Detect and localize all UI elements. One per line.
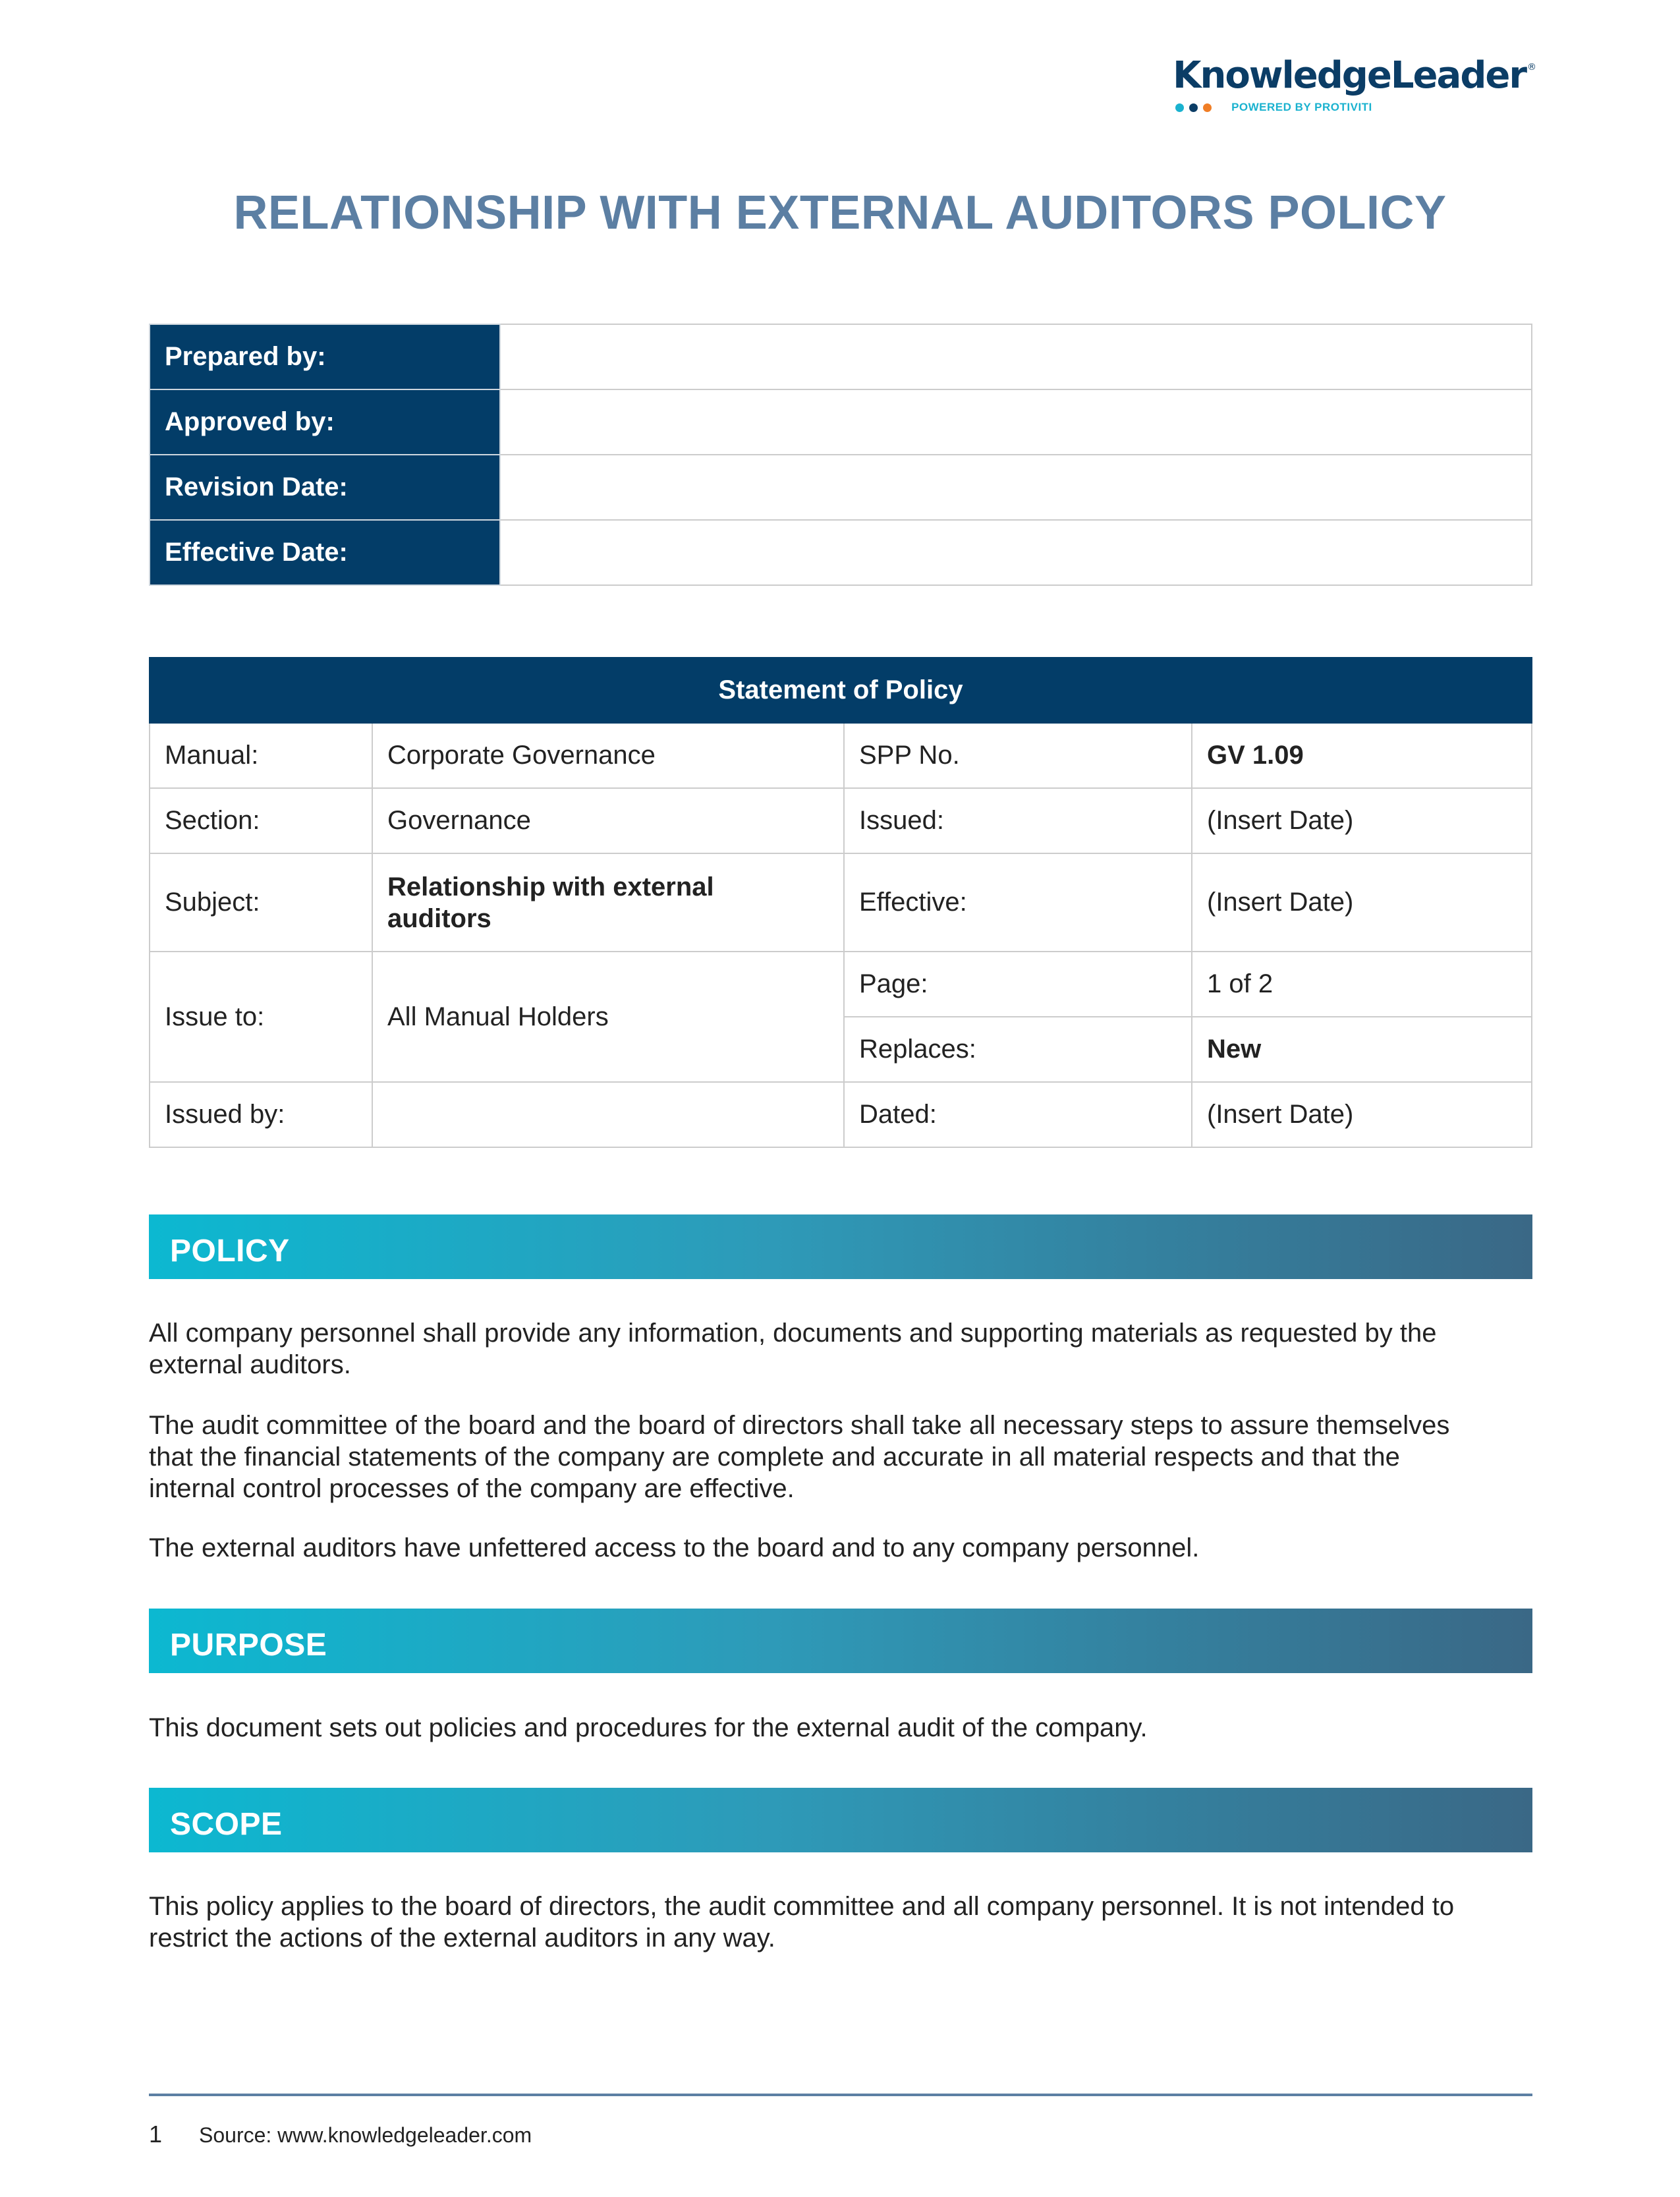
text-line: This document sets out policies and procedures for the external audit of the company. bbox=[149, 1713, 1148, 1742]
spp-label: SPP No. bbox=[844, 723, 1192, 788]
table-row bbox=[150, 389, 1532, 455]
prepared-by-value bbox=[500, 324, 1532, 389]
issue-to-label: Issue to: bbox=[150, 952, 372, 1082]
registered-mark: ® bbox=[1527, 62, 1535, 72]
section-heading: PURPOSE bbox=[170, 1628, 327, 1663]
text-line: This policy applies to the board of directors, the audit committee and all company personnel. It is not intended to bbox=[149, 1892, 1455, 1921]
issued-value: (Insert Date) bbox=[1192, 788, 1532, 853]
subject-label: Subject: bbox=[150, 853, 372, 952]
table-row bbox=[150, 952, 1532, 1017]
brand-name: KnowledgeLeader bbox=[1173, 54, 1526, 97]
footer-divider bbox=[149, 2094, 1532, 2096]
section-heading: POLICY bbox=[170, 1234, 290, 1269]
text-line: that the financial statements of the company are complete and accurate in all material respects and that the bbox=[149, 1442, 1400, 1471]
issued-by-label: Issued by: bbox=[150, 1082, 372, 1147]
revision-date-value bbox=[500, 455, 1532, 520]
text-line: external auditors. bbox=[149, 1350, 351, 1379]
effective-value: (Insert Date) bbox=[1192, 853, 1532, 952]
statement-heading: Statement of Policy bbox=[150, 658, 1532, 723]
effective-label: Effective: bbox=[844, 853, 1192, 952]
replaces-label: Replaces: bbox=[844, 1017, 1192, 1082]
scope-paragraph bbox=[149, 1891, 1532, 1954]
document-info-table bbox=[149, 324, 1532, 586]
policy-paragraph bbox=[149, 1532, 1532, 1564]
subject-value-line: Relationship with external bbox=[387, 872, 714, 901]
purpose-section-header bbox=[149, 1609, 1532, 1673]
table-row bbox=[150, 788, 1532, 853]
dated-label: Dated: bbox=[844, 1082, 1192, 1147]
text-line: restrict the actions of the external auditors in any way. bbox=[149, 1924, 775, 1953]
approved-by-value bbox=[500, 389, 1532, 455]
purpose-paragraph bbox=[149, 1712, 1532, 1744]
spp-value: GV 1.09 bbox=[1192, 723, 1532, 788]
page-value: 1 of 2 bbox=[1192, 952, 1532, 1017]
dated-value: (Insert Date) bbox=[1192, 1082, 1532, 1147]
brand-dot-icon bbox=[1203, 103, 1212, 112]
table-row bbox=[150, 1082, 1532, 1147]
issued-by-value bbox=[372, 1082, 844, 1147]
revision-date-label: Revision Date: bbox=[150, 455, 500, 520]
table-row bbox=[150, 723, 1532, 788]
brand-dot-icon bbox=[1189, 103, 1198, 112]
issued-label: Issued: bbox=[844, 788, 1192, 853]
text-line: The external auditors have unfettered access to the board and to any company personnel. bbox=[149, 1533, 1200, 1562]
issue-to-value: All Manual Holders bbox=[372, 952, 844, 1082]
subject-value-line: auditors bbox=[387, 903, 491, 933]
table-row bbox=[150, 853, 1532, 952]
page-number: 1 bbox=[149, 2121, 163, 2148]
section-heading: SCOPE bbox=[170, 1807, 283, 1842]
section-label: Section: bbox=[150, 788, 372, 853]
policy-paragraph bbox=[149, 1317, 1532, 1381]
brand-tagline: POWERED BY PROTIVITI bbox=[1231, 101, 1372, 113]
manual-label: Manual: bbox=[150, 723, 372, 788]
page-label: Page: bbox=[844, 952, 1192, 1017]
policy-paragraph bbox=[149, 1410, 1532, 1504]
footer-source: Source: www.knowledgeleader.com bbox=[199, 2123, 532, 2147]
table-row bbox=[150, 324, 1532, 389]
text-line: The audit committee of the board and the board of directors shall take all necessary steps to assure themselves bbox=[149, 1411, 1450, 1440]
table-header-row bbox=[150, 658, 1532, 723]
approved-by-label: Approved by: bbox=[150, 389, 500, 455]
document-title: RELATIONSHIP WITH EXTERNAL AUDITORS POLICY bbox=[233, 186, 1447, 239]
subject-value bbox=[372, 853, 844, 952]
brand-dot-icon bbox=[1175, 103, 1184, 112]
text-line: All company personnel shall provide any information, documents and supporting materials as requested by the bbox=[149, 1319, 1437, 1348]
prepared-by-label: Prepared by: bbox=[150, 324, 500, 389]
replaces-value: New bbox=[1192, 1017, 1532, 1082]
effective-date-label: Effective Date: bbox=[150, 520, 500, 585]
text-line: internal control processes of the company are effective. bbox=[149, 1474, 795, 1503]
manual-value: Corporate Governance bbox=[372, 723, 844, 788]
section-value: Governance bbox=[372, 788, 844, 853]
scope-section-header bbox=[149, 1788, 1532, 1852]
statement-of-policy-table bbox=[149, 657, 1532, 1148]
table-row bbox=[150, 455, 1532, 520]
table-row bbox=[150, 520, 1532, 585]
policy-section-header bbox=[149, 1214, 1532, 1279]
effective-date-value bbox=[500, 520, 1532, 585]
brand-logo bbox=[1173, 54, 1535, 114]
